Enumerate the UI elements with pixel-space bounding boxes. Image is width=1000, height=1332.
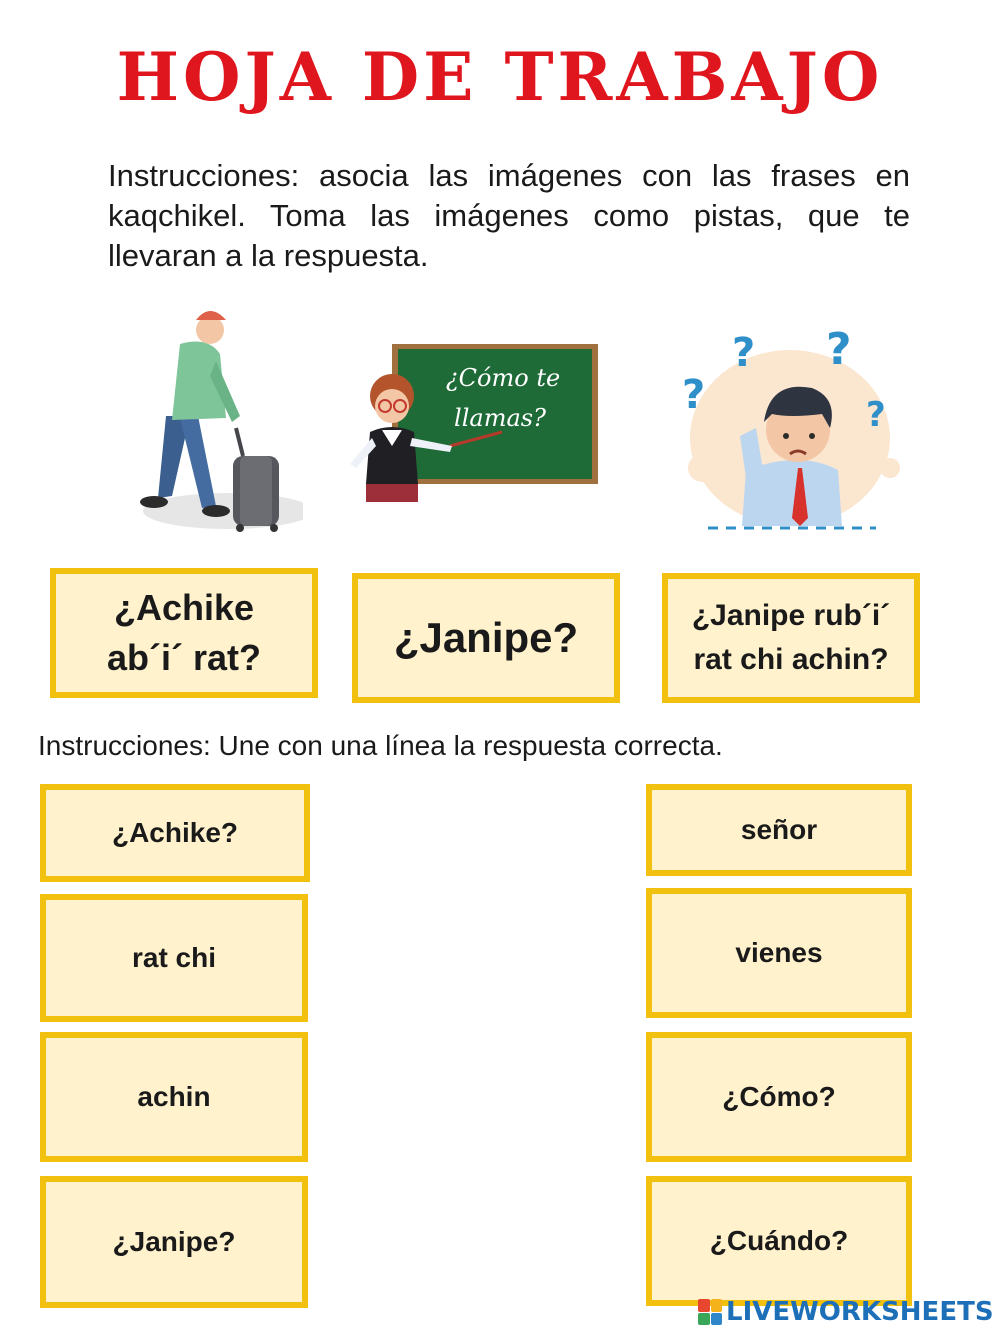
- phrase-card-3-line2: rat chi achin?: [693, 643, 889, 676]
- svg-text:?: ?: [682, 372, 706, 418]
- right-word-card-1[interactable]: [646, 784, 912, 876]
- traveler-illustration: [128, 306, 303, 556]
- left-word-card-3[interactable]: [40, 1032, 308, 1162]
- watermark-text: LIVEWORKSHEETS: [726, 1297, 994, 1327]
- phrase-card-1-line2: ab´i´ rat?: [106, 637, 261, 678]
- left-word-1: ¿Achike?: [111, 817, 239, 848]
- left-word-4: ¿Janipe?: [112, 1226, 236, 1257]
- left-word-card-4[interactable]: [40, 1176, 308, 1308]
- phrase-card-1[interactable]: [50, 568, 318, 698]
- right-word-card-3[interactable]: [646, 1032, 912, 1162]
- instructions-match-images: Instrucciones: asocia las imágenes con las frases en kaqchikel. Toma las imágenes como pistas, que te llevaran a la respuesta.: [108, 158, 910, 273]
- phrase-card-3[interactable]: [662, 573, 920, 703]
- liveworksheets-logo-icon: [698, 1299, 722, 1325]
- right-word-card-4[interactable]: [646, 1176, 912, 1306]
- left-word-card-1[interactable]: [40, 784, 310, 882]
- liveworksheets-watermark[interactable]: [698, 1296, 994, 1328]
- right-word-4: ¿Cuándo?: [709, 1225, 849, 1256]
- left-word-2: rat chi: [131, 942, 217, 973]
- phrase-card-2[interactable]: [352, 573, 620, 703]
- phrase-card-1-line1: ¿Achike: [113, 587, 255, 628]
- phrase-card-2-text: ¿Janipe?: [393, 614, 579, 661]
- svg-text:?: ?: [732, 330, 756, 376]
- right-word-card-2[interactable]: [646, 888, 912, 1018]
- confused-man-illustration: [660, 318, 922, 543]
- left-word-3: achin: [137, 1081, 211, 1112]
- right-word-3: ¿Cómo?: [722, 1081, 836, 1112]
- right-word-2: vienes: [735, 937, 823, 968]
- instructions-match-lines: Instrucciones: Une con una línea la respuesta correcta.: [38, 730, 723, 761]
- teacher-chalkboard-illustration: [320, 334, 620, 502]
- page-title: HOJA DE TRABAJO: [116, 38, 884, 116]
- right-word-1: señor: [740, 814, 818, 845]
- svg-text:?: ?: [826, 324, 852, 375]
- board-text-line1: ¿Cómo te: [445, 364, 561, 392]
- phrase-card-3-line1: ¿Janipe rub´i´: [691, 599, 891, 632]
- left-word-card-2[interactable]: [40, 894, 308, 1022]
- board-text-line2: llamas?: [454, 404, 546, 432]
- svg-text:?: ?: [866, 395, 886, 435]
